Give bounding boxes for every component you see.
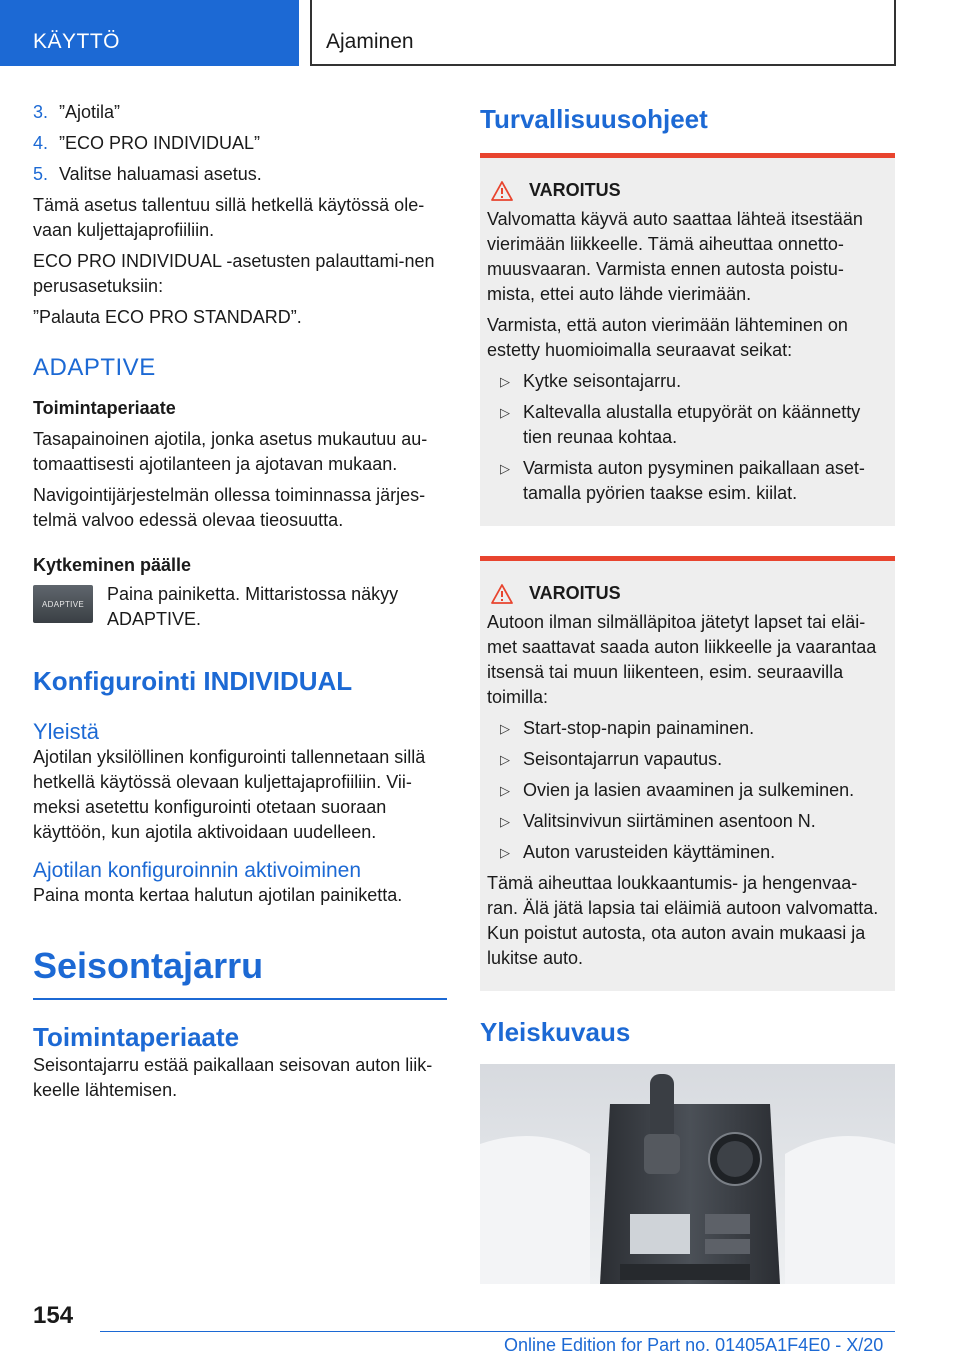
footer-rule — [100, 1331, 895, 1332]
step-number: 4. — [33, 133, 49, 153]
principle-heading: Toimintaperiaate — [33, 398, 176, 418]
paragraph: ”Palauta ECO PRO STANDARD”. — [33, 307, 302, 327]
bullet-triangle-icon: ▷ — [500, 461, 510, 476]
list-item — [487, 840, 888, 865]
step-text: ”ECO PRO INDIVIDUAL” — [59, 133, 261, 153]
paragraph: Tämä asetus tallentuu sillä hetkellä käytössä ole-vaan kuljettajaprofiiliin. — [33, 195, 425, 240]
paragraph: Paina painiketta. Mittaristossa näkyy ADAPTIVE. — [107, 584, 399, 629]
activate-heading: Ajotilan konfiguroinnin aktivoiminen — [33, 859, 362, 882]
list-item — [487, 747, 888, 772]
parking-brake-heading: Seisontajarru — [33, 945, 264, 986]
safety-heading: Turvallisuusohjeet — [480, 104, 708, 134]
step-number: 3. — [33, 102, 49, 122]
button-instruction — [33, 582, 447, 632]
left-column — [33, 100, 447, 1103]
paragraph: Navigointijärjestelmän ollessa toiminnassa järjes-telmä valvoo edessä olevaa tieosuutta. — [33, 485, 426, 530]
config-heading: Konfigurointi INDIVIDUAL — [33, 666, 353, 696]
bullet-text: Auton varusteiden käyttäminen. — [523, 842, 776, 862]
header-chapter-tab — [310, 0, 896, 66]
paragraph: ECO PRO INDIVIDUAL -asetusten palauttami-nen perusasetuksiin: — [33, 251, 435, 296]
paragraph: Ajotilan yksilöllinen konfigurointi tallennetaan sillä hetkellä käytössä olevaan kuljettajaprofiiliin. Vii-meksi asetettu konfigurointi otetaan suoraan käyttöön, kun ajotila aktivoidaan uudelleen. — [33, 747, 426, 842]
warning-triangle-icon — [491, 584, 513, 604]
bullet-text: Varmista auton pysyminen paikallaan aset-tamalla pyörien taakse esim. kiilat. — [523, 458, 865, 503]
principle2-heading: Toimintaperiaate — [33, 1022, 240, 1052]
bullet-triangle-icon: ▷ — [500, 814, 510, 829]
bullet-text: Valitsinvivun siirtäminen asentoon N. — [523, 811, 816, 831]
bullet-triangle-icon: ▷ — [500, 721, 510, 736]
adaptive-button-image: ADAPTIVE — [33, 585, 93, 623]
paragraph: Tämä aiheuttaa loukkaantumis- ja hengenvaa-ran. Älä jätä lapsia tai eläimiä autoon valvomatta. Kun poistut autosta, ota auton avain mukaasi ja lukitse auto. — [487, 873, 879, 968]
warning-title-text: VAROITUS — [529, 583, 621, 603]
bullet-triangle-icon: ▷ — [500, 752, 510, 767]
bullet-text: Kaltevalla alustalla etupyörät on käännetty tien reunaa kohtaa. — [523, 402, 861, 447]
bullet-text: Seisontajarrun vapautus. — [523, 749, 723, 769]
edition-text: Online Edition for Part no. 01405A1F4E0 - X/20 — [504, 1335, 884, 1355]
list-item — [33, 100, 447, 125]
header-chapter-label: Ajaminen — [326, 30, 414, 53]
step-text: Valitse haluamasi asetus. — [59, 164, 262, 184]
overview-heading: Yleiskuvaus — [480, 1017, 631, 1047]
bullet-text: Kytke seisontajarru. — [523, 371, 682, 391]
adaptive-heading: ADAPTIVE — [33, 354, 156, 381]
paragraph: Seisontajarru estää paikallaan seisovan auton liik-keelle lähtemisen. — [33, 1055, 433, 1100]
right-column — [480, 100, 895, 1284]
list-item — [487, 809, 888, 834]
bullet-text: Start-stop-napin painaminen. — [523, 718, 755, 738]
paragraph: Varmista, että auton vierimään lähteminen on estetty huomioimalla seuraavat seikat: — [487, 315, 848, 360]
page-number: 154 — [33, 1302, 74, 1329]
console-illustration — [480, 1064, 895, 1284]
bullet-text: Ovien ja lasien avaaminen ja sulkeminen. — [523, 780, 855, 800]
step-text: ”Ajotila” — [59, 102, 121, 122]
list-item — [487, 400, 888, 450]
list-item — [487, 369, 888, 394]
paragraph: Valvomatta käyvä auto saattaa lähteä itsestään vierimään liikkeelle. Tämä aiheuttaa onnetto-muusvaaran. Varmista ennen autosta poistu-mista, ettei auto lähde vierimään. — [487, 209, 863, 304]
list-item — [33, 131, 447, 156]
center-console-photo — [480, 1064, 895, 1284]
paragraph: Tasapainoinen ajotila, jonka asetus mukautuu au-tomaattisesti ajotilanteen ja ajotavan mukaan. — [33, 429, 428, 474]
warning-title-text: VAROITUS — [529, 180, 621, 200]
bullet-triangle-icon: ▷ — [500, 374, 510, 389]
heading-rule — [33, 998, 447, 1000]
list-item — [487, 778, 888, 803]
header-section-label: KÄYTTÖ — [33, 30, 121, 53]
warning-triangle-icon — [491, 181, 513, 201]
list-item — [487, 716, 888, 741]
general-heading: Yleistä — [33, 719, 100, 744]
switch-on-heading: Kytkeminen päälle — [33, 555, 192, 575]
paragraph: Paina monta kertaa halutun ajotilan painiketta. — [33, 885, 403, 905]
bullet-triangle-icon: ▷ — [500, 405, 510, 420]
warning-box — [480, 153, 895, 526]
list-item — [33, 162, 447, 187]
warning-box — [480, 556, 895, 991]
list-item — [487, 456, 888, 506]
step-number: 5. — [33, 164, 49, 184]
warning-title — [487, 583, 888, 604]
paragraph: Autoon ilman silmälläpitoa jätetyt lapset tai eläi-met saattavat saada auton liikkeelle ja vaarantaa itsensä tai muun liikenteen, esim. seuraavilla toimilla: — [487, 612, 877, 707]
bullet-triangle-icon: ▷ — [500, 845, 510, 860]
bullet-triangle-icon: ▷ — [500, 783, 510, 798]
header-section-tab — [0, 0, 299, 66]
warning-title — [487, 180, 888, 201]
